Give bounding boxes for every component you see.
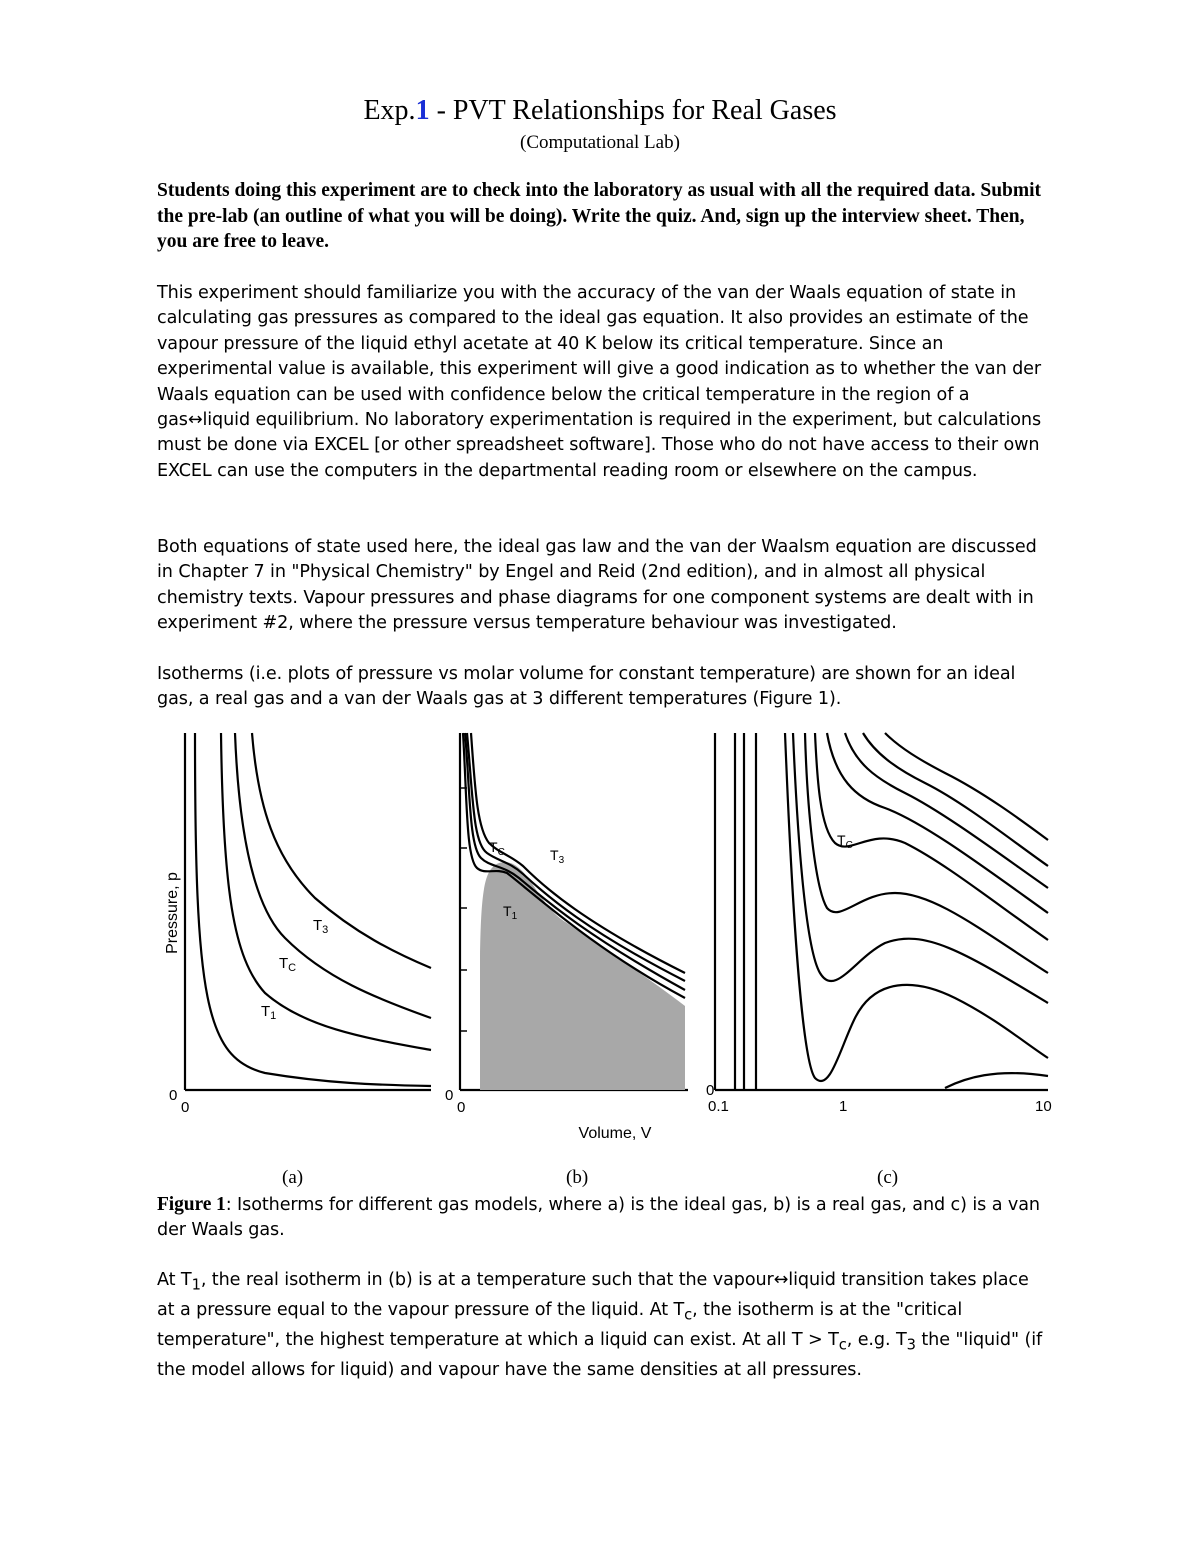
- panel-a-origin-y: 0: [169, 1087, 178, 1104]
- panel-a-isotherm-low: [195, 733, 431, 1086]
- temperature-paragraph: At $T_1$, the real isotherm in (b) is at a temperature such that the vapour↔liquid transition takes place at a pressure equal to the vapour pressure of the liquid. At $T_c$, the isotherm is at the "critical temperature", the highest temperature at which a liquid can exist. At all $T > T_c$, e.g. $T_3$ the "liquid" (if the model allows for liquid) and vapour have the same densities at all pressures.: [157, 1270, 1043, 1380]
- title-block: [0, 92, 1200, 156]
- panel-c-origin-y: 0: [706, 1082, 715, 1099]
- panel-c-isotherm-low: [945, 1073, 1048, 1088]
- panel-c-isotherm-8: [885, 733, 1048, 840]
- panel-c-isotherm-2: [793, 733, 1048, 1003]
- instructions-paragraph: Students doing this experiment are to check into the laboratory as usual with all the required data. Submit the pre-lab (an outline of what you will be doing). Write the quiz. And, sign up the interview sheet. Then, you are free to leave.: [157, 180, 1042, 252]
- page-subtitle: (Computational Lab): [520, 132, 680, 153]
- panel-a-letter: (a): [282, 1167, 304, 1188]
- panel-c-isotherm-3: [805, 733, 1048, 973]
- equations-paragraph: Both equations of state used here, the ideal gas law and the van der Waalsm equation are discussed in Chapter 7 in "Physical Chemistry" by Engel and Reid (2nd edition), and in almost all physical chemistry texts. Vapour pressures and phase diagrams for one component systems are dealt with in experiment #2, where the pressure versus temperature behaviour was investigated.: [157, 537, 1037, 634]
- panel-a-label-tc: $T_C$: [279, 955, 297, 974]
- panel-a-origin-x: 0: [181, 1099, 190, 1116]
- figure-caption: [157, 1192, 1047, 1244]
- panel-b-origin-x: 0: [457, 1099, 466, 1116]
- isotherm-figure: [155, 728, 1065, 1143]
- panel-b-origin-y: 0: [445, 1087, 454, 1104]
- panel-c-isotherm-tc: [815, 733, 1048, 940]
- panel-b-two-phase-region: [480, 862, 685, 1090]
- panel-c-isotherm-7: [863, 733, 1048, 866]
- isotherms-paragraph: Isotherms (i.e. plots of pressure vs molar volume for constant temperature) are shown for an ideal gas, a real gas and a van der Waals gas at 3 different temperatures (Figure 1).: [157, 664, 1016, 710]
- caption-text: : Isotherms for different gas models, where a) is the ideal gas, b) is a real gas, and c) is a van der Waals gas.: [157, 1195, 1040, 1241]
- title-text: - PVT Relationships for Real Gases: [429, 95, 837, 126]
- y-axis-label: Pressure, p: [164, 872, 181, 954]
- intro-paragraph: This experiment should familiarize you with the accuracy of the van der Waals equation of state in calculating gas pressures as compared to the ideal gas equation. It also provides an estimate of the vapour pressure of the liquid ethyl acetate at 40 K below its critical temperature. Since an experimental value is available, this experiment will give a good indication as to whether the van der Waals equation can be used with confidence below the critical temperature in the region of a gas↔liquid equilibrium. No laboratory experimentation is required in the experiment, but calculations must be done via EXCEL [or other spreadsheet software]. Those who do not have access to their own EXCEL can use the computers in the departmental reading room or elsewhere on the campus.: [157, 283, 1042, 481]
- title-prefix: Exp.: [363, 95, 416, 126]
- panel-c-tick-0.1: 0.1: [708, 1098, 729, 1115]
- panel-c-letter: (c): [877, 1167, 899, 1188]
- page-title: [0, 92, 1200, 130]
- panel-b-label-t3: $T_3$: [550, 847, 565, 866]
- caption-label: Figure 1: [157, 1194, 226, 1215]
- panel-a-label-t1: $T_1$: [261, 1003, 277, 1022]
- experiment-number: 1: [415, 95, 430, 126]
- panel-c-tick-1: 1: [839, 1098, 848, 1115]
- panel-c-isotherm-6: [845, 733, 1048, 888]
- panel-b-letter: (b): [566, 1167, 589, 1188]
- x-axis-label: Volume, V: [578, 1125, 652, 1142]
- panel-c-isotherm-1: [785, 733, 1048, 1081]
- panel-a-isotherm-t1: [221, 733, 431, 1050]
- panel-b-label-t1: $T_1$: [503, 903, 518, 922]
- panel-c-tick-10: 10: [1035, 1098, 1052, 1115]
- panel-c-label-tc: $T_C$: [837, 832, 853, 851]
- panel-a-isotherm-tc: [235, 733, 431, 1018]
- panel-a-label-t3: $T_3$: [313, 917, 329, 936]
- panel-b-label-tc: $T_C$: [489, 839, 505, 858]
